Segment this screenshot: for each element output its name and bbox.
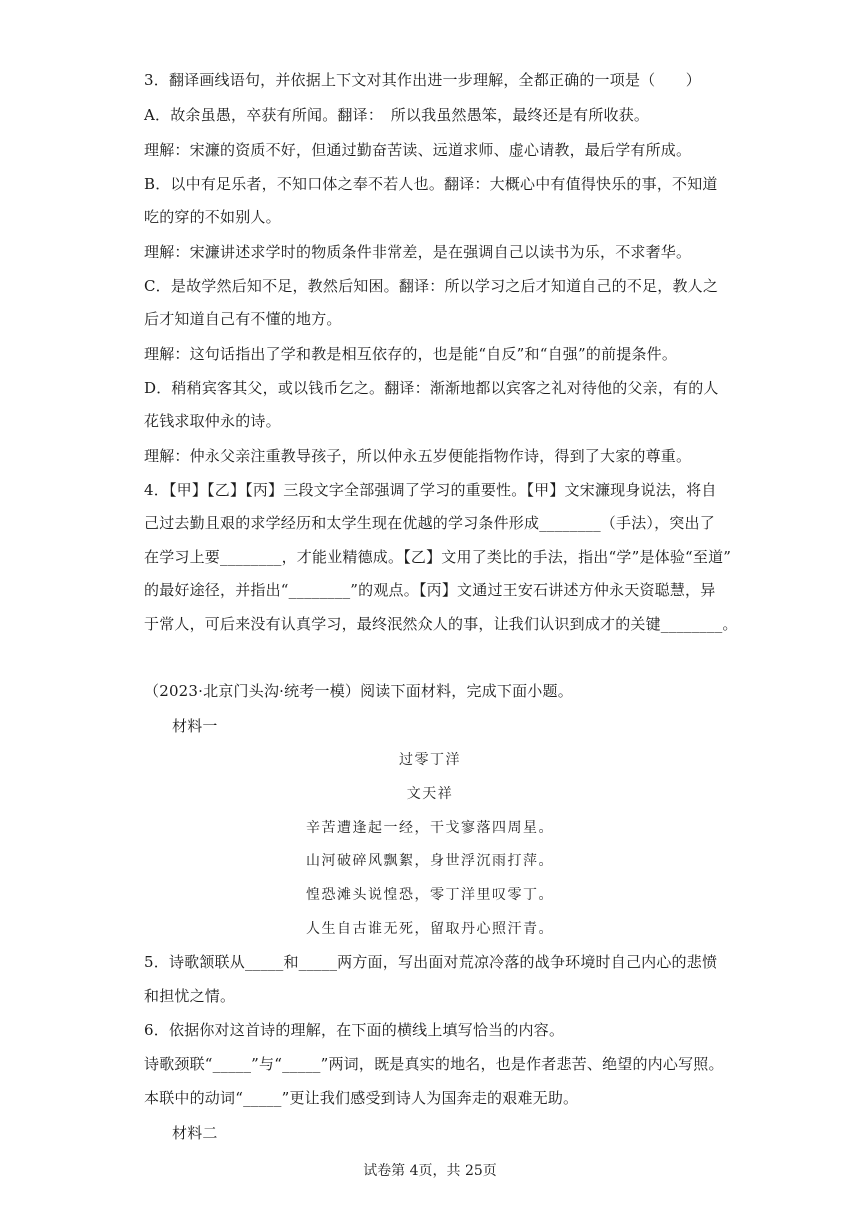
q3-option-c-line2: 后才知道自己有不懂的地方。: [144, 310, 342, 328]
q3-option-a: A．故余虽愚，卒获有所闻。翻译： 所以我虽然愚笨，最终还是有所收获。: [144, 106, 650, 124]
q4-line5: 于常人，可后来没有认真学习，最终泯然众人的事，让我们认识到成才的关键________。: [144, 615, 738, 633]
poem-line: 辛苦遭逢起一经，干戈寥落四周星。: [306, 820, 554, 836]
q6-line3: 本联中的动词“_____”更让我们感受到诗人为国奔走的艰难无助。: [144, 1089, 579, 1107]
q4-line3: 在学习上要________，才能业精德成。【乙】文用了类比的手法，指出“学”是体验“至道”: [144, 548, 732, 566]
q3-stem: 3．翻译画线语句，并依据上下文对其作出进一步理解，全都正确的一项是（ ）: [144, 71, 701, 89]
q4-line1: 4．【甲】【乙】【丙】三段文字全部强调了学习的重要性。【甲】文宋濂现身说法，将自: [144, 481, 717, 499]
poem-line: 惶恐滩头说惶恐，零丁洋里叹零丁。: [306, 887, 554, 903]
q6-line1: 6．依据你对这首诗的理解，在下面的横线上填写恰当的内容。: [144, 1021, 565, 1039]
poem-line: 山河破碎风飘絮，身世浮沉雨打萍。: [306, 853, 554, 869]
material-two-label: 材料二: [172, 1124, 218, 1142]
q5-line1: 5．诗歌颔联从_____和_____两方面，写出面对荒凉冷落的战争环境时自己内心的悲愤: [144, 953, 718, 971]
q3-option-d-understanding: 理解：仲永父亲注重教导孩子，所以仲永五岁便能指物作诗，得到了大家的尊重。: [144, 447, 692, 465]
poem-author: 文天祥: [406, 786, 454, 802]
poem-line: 人生自古谁无死，留取丹心照汗青。: [306, 921, 554, 937]
page-footer: 试卷第 4页，共 25页: [363, 1163, 497, 1179]
q3-option-c-understanding: 理解：这句话指出了学和教是相互依存的，也是能“自反”和“自强”的前提条件。: [144, 345, 678, 363]
q3-option-d-line1: D．稍稍宾客其父，或以钱币乞之。翻译：渐渐地都以宾客之礼对待他的父亲，有的人: [144, 379, 719, 397]
section-intro: （2023·北京门头沟·统考一模）阅读下面材料，完成下面小题。: [144, 682, 573, 700]
q3-option-d-line2: 花钱求取仲永的诗。: [144, 412, 281, 430]
q3-option-b-understanding: 理解：宋濂讲述求学时的物质条件非常差，是在强调自己以读书为乐，不求奢华。: [144, 243, 692, 261]
q4-line2: 己过去勤且艰的求学经历和太学生现在优越的学习条件形成________（手法），突出了: [144, 514, 715, 532]
q3-option-c-line1: C．是故学然后知不足，教然后知困。翻译：所以学习之后才知道自己的不足，教人之: [144, 277, 719, 295]
q4-line4: 的最好途径，并指出“________”的观点。【丙】文通过王安石讲述方仲永天资聪慧，异: [144, 581, 716, 599]
poem-title: 过零丁洋: [399, 752, 461, 768]
material-one-label: 材料一: [172, 717, 218, 735]
q3-option-b-line2: 吃的穿的不如别人。: [144, 208, 281, 226]
q6-line2: 诗歌颈联“_____”与“_____”两词，既是真实的地名，也是作者悲苦、绝望的内心写照。: [144, 1055, 724, 1073]
q3-option-b-line1: B．以中有足乐者，不知口体之奉不若人也。翻译：大概心中有值得快乐的事，不知道: [144, 175, 718, 193]
q3-option-a-understanding: 理解：宋濂的资质不好，但通过勤奋苦读、远道求师、虚心请教，最后学有所成。: [144, 141, 692, 159]
q5-line2: 和担忧之情。: [144, 987, 236, 1005]
